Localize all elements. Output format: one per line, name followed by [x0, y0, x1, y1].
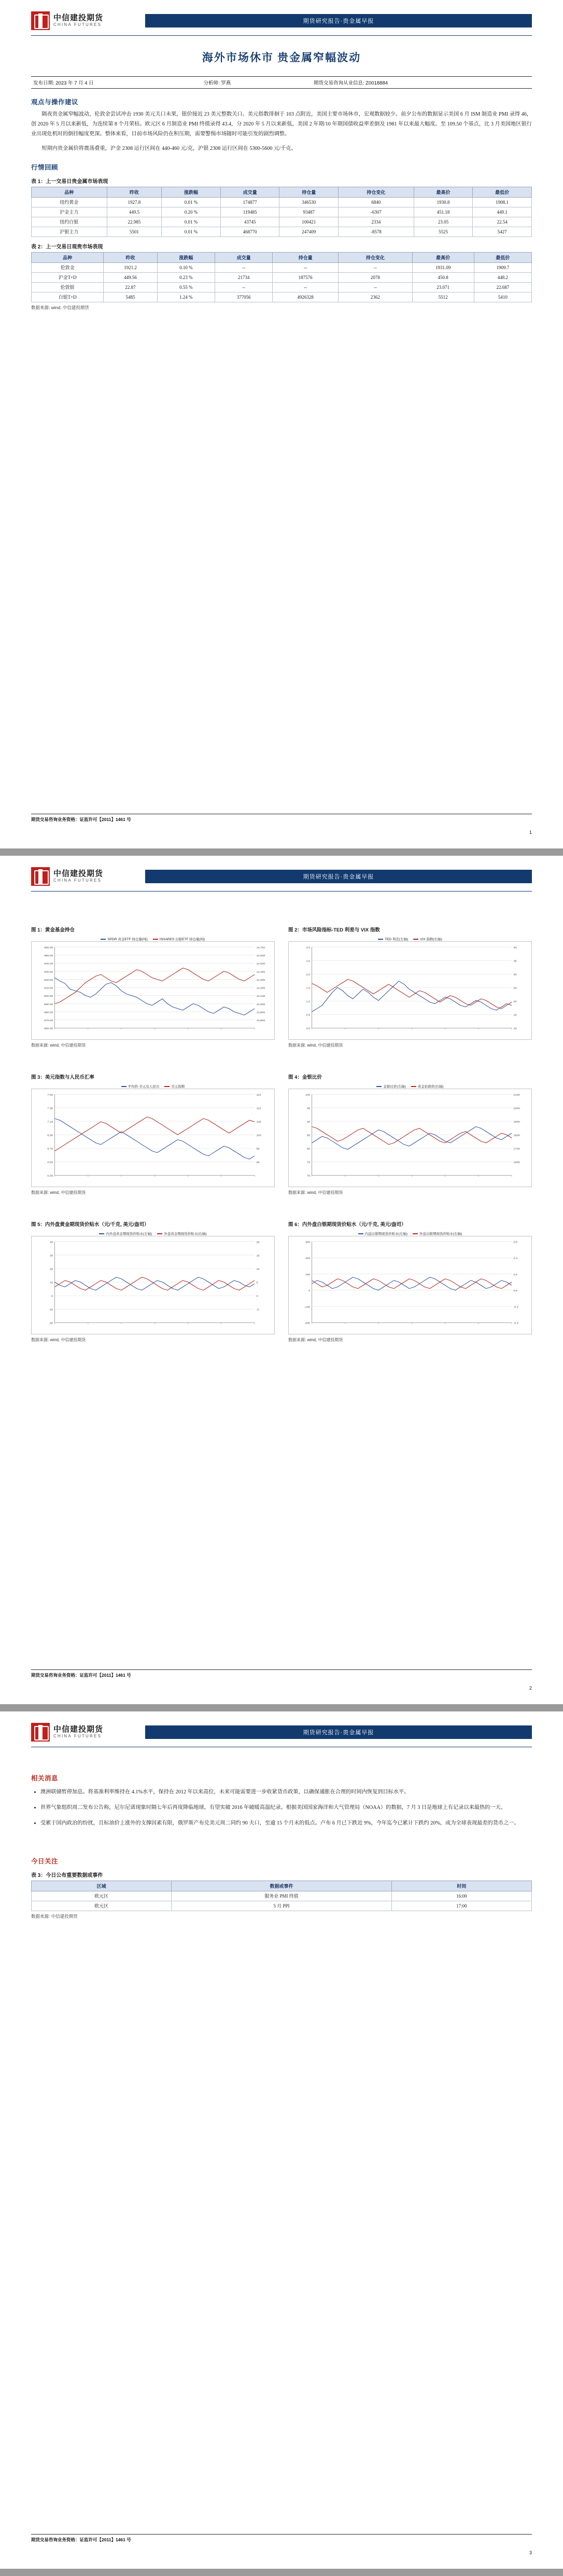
th-0: 区域 — [32, 1881, 172, 1891]
table-row — [32, 262, 532, 272]
svg-text:20: 20 — [50, 1268, 53, 1271]
table-row — [32, 292, 532, 302]
cell: 5485 — [104, 292, 157, 302]
logo-text-en: CHINA FUTURES — [53, 878, 102, 883]
cell: 伦敦金 — [32, 262, 104, 272]
legend-label: ISHARES 白银ETF 持仓量(吨) — [159, 938, 205, 941]
section-heading-view: 观点与操作建议 — [31, 99, 79, 106]
svg-text:-0.4: -0.4 — [513, 1321, 519, 1325]
legend-label: 外盘黄金期现货价贴水(右轴) — [164, 1232, 207, 1236]
cell: 449.56 — [104, 272, 157, 282]
th-1: 昨收 — [107, 187, 162, 197]
cell: -6307 — [339, 207, 414, 217]
chart-title-fig3: 图 3：美元指数与人民币汇率 — [31, 1075, 94, 1080]
table-row — [32, 197, 532, 207]
list-item: • 澳洲联储暂停加息。将基准利率维持在 4.1%水平，保持在 2012 年以来高位，未来可能需要进一步收紧货币政策，以确保通胀在合理的时间内恢复到目标水平。 — [40, 1788, 532, 1798]
view-paragraph-1: 隔夜贵金属窄幅波动，伦敦金尝试冲击 1930 美元关口未果，银价接近 23 美元整数关口。美元指数徘徊于 103 点附近，美国主要市场休市，宏观数据较少。前夕公布的数据显示美国 6 月 ISM 制造业 PMI 录得 46，创 2020 年 5 月以来新低，为连续第 8 个月荣枯。欧元区 6 月制造业 PMI 终值录得 43.4，分 2020 年 5 月以来新低，美国 2 年期/10 年期国债收益率差倒及 1981 年以来最大幅度。至 109.50 个基点，比 3 月美国地区银行业出现危机时的倒挂幅度更深。整体来看，目前市场风险仍在积压期，需要警惕市场随时可能引发的剧烈调整。 — [31, 112, 532, 137]
cell: 1921.2 — [104, 262, 157, 272]
cell: 5427 — [473, 227, 532, 236]
svg-text:40: 40 — [50, 1241, 53, 1244]
page-number: 1 — [529, 830, 532, 835]
table-header-row — [32, 252, 532, 262]
header-banner: 期货研究报告·贵金属早报 — [145, 14, 532, 27]
footer-disclaimer: 期货交易咨询业务资格：证监许可【2011】1461 号 — [31, 814, 532, 823]
logo-text-cn: 中信建投期货 — [53, 1725, 104, 1734]
cell: 4926328 — [273, 292, 339, 302]
svg-text:5: 5 — [256, 1281, 258, 1285]
cell: -- — [339, 262, 413, 272]
cell: -- — [339, 282, 413, 292]
footer-disclaimer: 期货交易咨询业务资格：证监许可【2011】1461 号 — [31, 2534, 532, 2543]
section-heading-today: 今日关注 — [31, 1857, 59, 1865]
table-header-row — [32, 1881, 532, 1891]
svg-text:14,300: 14,300 — [256, 979, 265, 982]
chart-row-1 — [31, 926, 532, 1048]
svg-text:85: 85 — [307, 1134, 311, 1137]
cell: 187576 — [273, 272, 339, 282]
cell: 468770 — [220, 227, 279, 236]
page-title: 海外市场休市 贵金属窄幅波动 — [202, 51, 361, 64]
svg-text:75: 75 — [307, 1161, 311, 1164]
page-1 — [0, 0, 563, 848]
th-4: 持仓量 — [273, 252, 339, 262]
svg-text:95: 95 — [256, 1147, 260, 1151]
chart-source-fig3: 数据来源: wind, 中信建投期货 — [31, 1190, 86, 1195]
cell: 1930.8 — [414, 197, 473, 207]
cell: 449.1 — [473, 207, 532, 217]
chart-title-fig5: 图 5：内外盘黄金期现货价贴水（元/千克, 美元/盎司） — [31, 1222, 149, 1228]
legend-label: 内外盘黄金期现货价贴水(左轴) — [106, 1232, 152, 1236]
chart-legend-fig3 — [31, 1082, 275, 1089]
cell: -- — [273, 282, 339, 292]
svg-text:1.5: 1.5 — [306, 986, 311, 990]
cell: 0.20 % — [162, 207, 221, 217]
chart-source-fig5: 数据来源: wind, 中信建投期货 — [31, 1338, 86, 1342]
chart-cell-fig4 — [288, 1073, 532, 1195]
svg-text:100: 100 — [305, 1093, 311, 1097]
th-4: 持仓量 — [279, 187, 339, 197]
logo-mark-icon — [31, 11, 50, 30]
svg-text:14,400: 14,400 — [256, 970, 265, 974]
legend-label: 平均价-美元兑人民币 — [128, 1085, 160, 1089]
svg-text:6.70: 6.70 — [47, 1147, 53, 1151]
chart-cell-fig3 — [31, 1073, 275, 1195]
cell: 22.54 — [473, 217, 532, 227]
cell: 服务业 PMI 终值 — [172, 1891, 392, 1901]
header-banner: 期货研究报告·贵金属早报 — [145, 870, 532, 883]
legend-label: TED 利差(左轴) — [385, 938, 409, 941]
svg-text:105: 105 — [256, 1120, 261, 1124]
svg-text:14,000: 14,000 — [256, 1003, 265, 1006]
cell: 449.5 — [107, 207, 162, 217]
table-header-row — [32, 187, 532, 197]
svg-text:20: 20 — [513, 1000, 517, 1004]
svg-text:920.00: 920.00 — [44, 979, 53, 982]
logo-text-cn: 中信建投期货 — [53, 869, 104, 879]
svg-text:40: 40 — [513, 946, 517, 950]
page-footer — [31, 2534, 532, 2555]
cell: 纽约黄金 — [32, 197, 107, 207]
cell: 23.05 — [414, 217, 473, 227]
cell: 沪银主力 — [32, 227, 107, 236]
chart-fig4 — [288, 1089, 532, 1187]
meta-date: 发布日期: 2023 年 7 月 4 日 — [33, 80, 94, 86]
svg-text:25: 25 — [513, 986, 517, 990]
cell: 22.87 — [104, 282, 157, 292]
svg-text:15: 15 — [513, 1013, 517, 1017]
svg-text:890.00: 890.00 — [44, 1003, 53, 1006]
legend-label: 内盘白银期现货价贴水(左轴) — [364, 1232, 407, 1236]
chart-row-3 — [31, 1220, 532, 1343]
svg-text:-200: -200 — [304, 1321, 311, 1325]
svg-text:90: 90 — [307, 1120, 311, 1124]
svg-text:-20: -20 — [49, 1321, 53, 1325]
brand-logo — [31, 1721, 140, 1744]
svg-text:3.0: 3.0 — [306, 946, 311, 950]
th-2: 时间 — [391, 1881, 531, 1891]
chart-fig5 — [31, 1236, 275, 1334]
chart-row-2 — [31, 1073, 532, 1195]
svg-text:950.00: 950.00 — [44, 954, 53, 957]
chart-fig3 — [31, 1089, 275, 1187]
svg-text:-100: -100 — [304, 1305, 311, 1309]
svg-text:940.00: 940.00 — [44, 962, 53, 966]
page-header — [0, 1711, 563, 1744]
svg-text:6.30: 6.30 — [47, 1174, 53, 1178]
cell: 377056 — [215, 292, 272, 302]
cell: -- — [273, 262, 339, 272]
cell: 1.24 % — [157, 292, 215, 302]
svg-text:200: 200 — [305, 1257, 311, 1260]
cell: 6840 — [339, 197, 414, 207]
cell: 欧元区 — [32, 1891, 172, 1901]
table-spot — [31, 252, 532, 302]
chart-source-fig4: 数据来源: wind, 中信建投期货 — [288, 1190, 343, 1195]
svg-text:7.10: 7.10 — [47, 1120, 53, 1124]
cell: 0.01 % — [162, 227, 221, 236]
legend-label: 美元指数 — [171, 1085, 185, 1089]
th-0: 品种 — [32, 252, 104, 262]
cell: -- — [215, 282, 272, 292]
cell: 1908.1 — [473, 197, 532, 207]
th-6: 最高价 — [412, 252, 474, 262]
cell: 93487 — [279, 207, 339, 217]
table1-caption: 表 1：上一交易日贵金属市场表现 — [31, 178, 108, 185]
meta-bar — [31, 76, 532, 89]
chart-cell-fig6 — [288, 1220, 532, 1343]
logo-mark-icon — [31, 867, 50, 886]
cell: 119485 — [220, 207, 279, 217]
svg-text:14,500: 14,500 — [256, 962, 265, 966]
cell: 0.23 % — [157, 272, 215, 282]
logo-mark-icon — [31, 1723, 50, 1742]
svg-text:2000: 2000 — [513, 1107, 520, 1110]
page-number: 2 — [529, 1686, 532, 1691]
meta-analyst: 分析师: 罗燕 — [203, 80, 231, 86]
chart-source-fig1: 数据来源: wind, 中信建投期货 — [31, 1043, 86, 1048]
footer-disclaimer: 期货交易咨询业务资格：证监许可【2011】1461 号 — [31, 1669, 532, 1678]
svg-text:90: 90 — [256, 1161, 260, 1164]
page-number: 3 — [529, 2550, 532, 2555]
table3-caption: 表 3：今日公布重要数据或事件 — [31, 1872, 103, 1878]
svg-text:7.50: 7.50 — [47, 1093, 53, 1097]
cell: 纽约白银 — [32, 217, 107, 227]
logo-text-cn: 中信建投期货 — [53, 13, 104, 23]
table2-caption: 表 2：上一交易日观贵市场表现 — [31, 244, 103, 250]
svg-text:910.00: 910.00 — [44, 986, 53, 990]
cell: 5501 — [107, 227, 162, 236]
svg-text:10: 10 — [513, 1027, 517, 1031]
cell: 2078 — [339, 272, 413, 282]
chart-title-fig2: 图 2：市场风险指标-TED 利差与 VIX 指数 — [288, 927, 380, 933]
brand-logo — [31, 9, 140, 32]
svg-text:35: 35 — [513, 959, 517, 963]
legend-label: VIX 指数(右轴) — [420, 938, 442, 941]
cell: 沪金主力 — [32, 207, 107, 217]
svg-text:80: 80 — [307, 1147, 311, 1151]
svg-text:-5: -5 — [256, 1308, 259, 1312]
cell: 欧元区 — [32, 1901, 172, 1911]
cell: 451.18 — [414, 207, 473, 217]
chart-cell-fig5 — [31, 1220, 275, 1343]
svg-text:15: 15 — [256, 1254, 260, 1258]
svg-text:0.6: 0.6 — [513, 1241, 518, 1244]
chart-legend-fig1 — [31, 935, 275, 941]
svg-text:1700: 1700 — [513, 1147, 520, 1151]
cell: 22.985 — [107, 217, 162, 227]
svg-text:960.00: 960.00 — [44, 946, 53, 950]
cell: 沪金T+D — [32, 272, 104, 282]
svg-text:110: 110 — [256, 1107, 261, 1110]
svg-text:6.90: 6.90 — [47, 1134, 53, 1137]
cell: 174877 — [220, 197, 279, 207]
svg-text:0: 0 — [256, 1294, 258, 1298]
meta-license: 期货交易咨询从业信息: Z0018884 — [313, 80, 388, 86]
cell: 448.2 — [474, 272, 531, 282]
table-row — [32, 217, 532, 227]
table-row — [32, 1891, 532, 1901]
chart-source-fig2: 数据来源: wind, 中信建投期货 — [288, 1043, 343, 1048]
view-paragraph-2: 短期内贵金属价将震荡叠重，沪金 2308 运行区间在 440-460 元/克，沪银 2308 运行区间在 5300-5600 元/千克。 — [41, 145, 297, 151]
cell: -- — [215, 262, 272, 272]
svg-text:70: 70 — [307, 1174, 311, 1178]
th-2: 涨跌幅 — [162, 187, 221, 197]
svg-text:0: 0 — [51, 1294, 53, 1298]
cell: 450.8 — [412, 272, 474, 282]
cell: 1927.8 — [107, 197, 162, 207]
page-2 — [0, 856, 563, 1704]
cell: 5525 — [414, 227, 473, 236]
cell: 5 月 PPI — [172, 1901, 392, 1911]
svg-text:2100: 2100 — [513, 1093, 520, 1097]
svg-text:115: 115 — [256, 1093, 261, 1097]
svg-text:30: 30 — [513, 973, 517, 977]
chart-legend-fig4 — [288, 1082, 532, 1089]
svg-text:2.0: 2.0 — [306, 973, 311, 977]
th-7: 最低价 — [473, 187, 532, 197]
svg-text:14,200: 14,200 — [256, 986, 265, 990]
news-list — [31, 1788, 532, 1829]
table-row — [32, 272, 532, 282]
svg-text:10: 10 — [50, 1281, 53, 1285]
cell: 0.01 % — [162, 217, 221, 227]
svg-text:1.0: 1.0 — [306, 1000, 311, 1004]
svg-text:900.00: 900.00 — [44, 995, 53, 998]
logo-text-en: CHINA FUTURES — [53, 22, 102, 27]
cell: 43745 — [220, 217, 279, 227]
cell: 21734 — [215, 272, 272, 282]
chart-title-fig6: 图 6：内外盘白银期现货价贴水（元/千克, 美元/盎司） — [288, 1222, 406, 1228]
svg-text:14,600: 14,600 — [256, 954, 265, 957]
cell: 0.55 % — [157, 282, 215, 292]
th-3: 成交量 — [215, 252, 272, 262]
svg-text:10: 10 — [256, 1268, 260, 1271]
th-1: 昨收 — [104, 252, 157, 262]
cell: 5512 — [412, 292, 474, 302]
header-rule — [31, 35, 532, 36]
list-item: • 世界气象组织周二发布公告称，尼尔尼诺现象时隔七年后再度降临地球，有望实破 2016 年破暖高温纪录。根据美国国家海洋和大气管理局（NOAA）的数据，7 月 3 日是地球上有记录以来最热的一天。 — [40, 1803, 532, 1813]
svg-text:20: 20 — [256, 1241, 260, 1244]
chart-legend-fig6 — [288, 1230, 532, 1236]
svg-text:300: 300 — [305, 1241, 311, 1244]
section-heading-related: 相关消息 — [31, 1775, 59, 1782]
svg-text:100: 100 — [305, 1273, 311, 1276]
svg-text:930.00: 930.00 — [44, 970, 53, 974]
th-7: 最低价 — [474, 252, 531, 262]
cell: 346530 — [279, 197, 339, 207]
header-banner: 期货研究报告·贵金属早报 — [145, 1725, 532, 1739]
svg-text:6.50: 6.50 — [47, 1161, 53, 1164]
svg-text:14,700: 14,700 — [256, 946, 265, 950]
svg-text:14,100: 14,100 — [256, 995, 265, 998]
cell: 2334 — [339, 217, 414, 227]
svg-text:13,900: 13,900 — [256, 1011, 265, 1014]
svg-text:1600: 1600 — [513, 1161, 520, 1164]
svg-text:0.4: 0.4 — [513, 1257, 518, 1260]
svg-text:0.2: 0.2 — [513, 1273, 518, 1276]
svg-text:-0.2: -0.2 — [513, 1305, 519, 1309]
chart-title-fig1: 图 1：黄金基金持仓 — [31, 927, 75, 933]
chart-cell-fig2 — [288, 926, 532, 1048]
table-events — [31, 1881, 532, 1911]
table2-source: 数据来源: wind, 中信建投期货 — [31, 304, 89, 310]
cell: 1909.7 — [474, 262, 531, 272]
svg-text:95: 95 — [307, 1107, 311, 1110]
svg-text:1900: 1900 — [513, 1120, 520, 1124]
table-row — [32, 207, 532, 217]
cell: 0.10 % — [157, 262, 215, 272]
chart-source-fig6: 数据来源: wind, 中信建投期货 — [288, 1338, 343, 1342]
cell: 100421 — [279, 217, 339, 227]
cell: 22.687 — [474, 282, 531, 292]
th-2: 涨跌幅 — [157, 252, 215, 262]
svg-text:880.00: 880.00 — [44, 1011, 53, 1014]
cell: 247409 — [279, 227, 339, 236]
th-0: 品种 — [32, 187, 107, 197]
list-item: • 受累于国内政治的纷扰，且标油价上涨外的支撑因素有限，俄罗斯产布兑美元周二同约 90 夫口，至逾 15 个月未的低点。卢布 6 月已下跌近 9%，今年迄今已累计下跌约 20%，成为全球表现最差的货币之一。 — [40, 1819, 532, 1829]
svg-text:13,800: 13,800 — [256, 1019, 265, 1022]
legend-label: 金银比价(左轴) — [383, 1085, 406, 1089]
svg-text:870.00: 870.00 — [44, 1019, 53, 1022]
svg-text:0: 0 — [308, 1289, 311, 1293]
chart-fig1 — [31, 941, 275, 1040]
chart-cell-fig1 — [31, 926, 275, 1048]
chart-fig2 — [288, 941, 532, 1040]
page-header — [0, 856, 563, 888]
table-futures — [31, 187, 532, 237]
svg-text:30: 30 — [50, 1254, 53, 1258]
page-footer — [31, 814, 532, 835]
cell: 1931.09 — [412, 262, 474, 272]
cell: 伦敦银 — [32, 282, 104, 292]
cell: 5410 — [474, 292, 531, 302]
svg-text:7.30: 7.30 — [47, 1107, 53, 1110]
svg-text:860.00: 860.00 — [44, 1027, 53, 1031]
page-footer — [31, 1669, 532, 1691]
table-row — [32, 227, 532, 236]
svg-text:-10: -10 — [49, 1308, 53, 1312]
svg-text:0.0: 0.0 — [306, 1027, 311, 1031]
cell: 16:00 — [391, 1891, 531, 1901]
cell: 23.071 — [412, 282, 474, 292]
chart-legend-fig5 — [31, 1230, 275, 1236]
th-5: 持仓变化 — [339, 252, 413, 262]
brand-logo — [31, 865, 140, 888]
svg-text:2.5: 2.5 — [306, 959, 311, 963]
th-5: 持仓变化 — [339, 187, 414, 197]
table-row — [32, 1901, 532, 1911]
chart-legend-fig2 — [288, 935, 532, 941]
cell: 2362 — [339, 292, 413, 302]
legend-label: SPDR 黄金ETF 持仓量(吨) — [107, 938, 148, 941]
svg-text:0.5: 0.5 — [306, 1013, 311, 1017]
table-row — [32, 282, 532, 292]
cell: 白银T+D — [32, 292, 104, 302]
cell: 17:00 — [391, 1901, 531, 1911]
legend-label: 外盘白银期现货价贴水(右轴) — [419, 1232, 462, 1236]
th-1: 数据或事件 — [172, 1881, 392, 1891]
svg-text:100: 100 — [256, 1134, 261, 1137]
section-heading-review: 行情回顾 — [31, 163, 59, 171]
cell: 0.01 % — [162, 197, 221, 207]
th-6: 最高价 — [414, 187, 473, 197]
page-3 — [0, 1711, 563, 2569]
chart-title-fig4: 图 4：金银比价 — [288, 1075, 322, 1080]
table3-source: 数据来源: 中信建投期货 — [31, 1913, 78, 1919]
logo-text-en: CHINA FUTURES — [53, 1734, 102, 1739]
page-header — [0, 0, 563, 32]
th-3: 成交量 — [220, 187, 279, 197]
svg-text:0.0: 0.0 — [513, 1289, 518, 1293]
svg-text:1800: 1800 — [513, 1134, 520, 1137]
chart-fig6 — [288, 1236, 532, 1334]
cell: -8578 — [339, 227, 414, 236]
legend-label: 黄金伦敦价(右轴) — [417, 1085, 444, 1089]
